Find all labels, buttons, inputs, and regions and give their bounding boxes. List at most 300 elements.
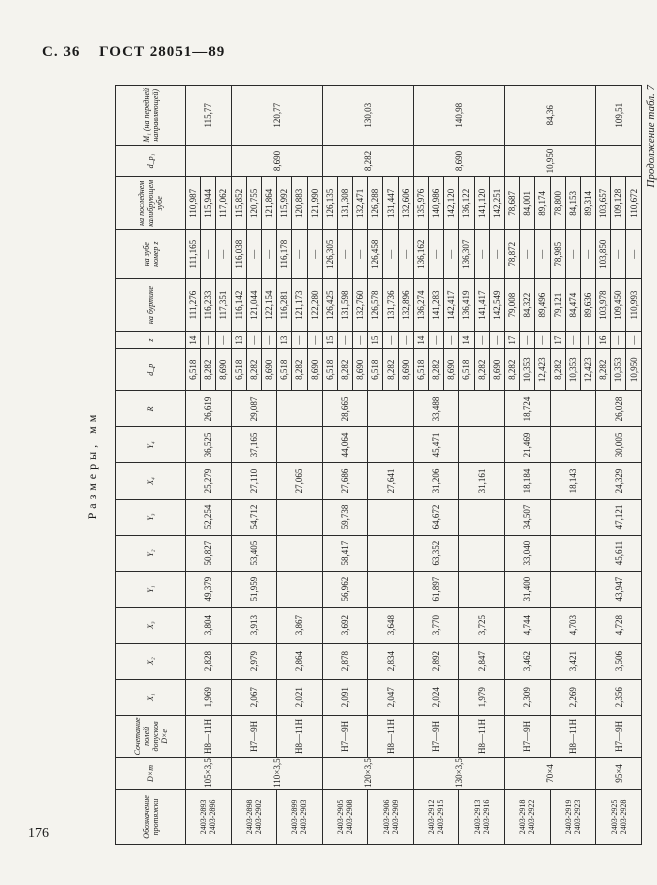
table-cell: 1,969 [186,679,232,715]
table-cell: 25,279 [186,463,232,499]
table-cell: 18,184 [504,463,550,499]
table-cell: 126,425 [322,279,337,332]
table-cell: 8,690 [398,349,413,391]
table-cell: 59,738 [322,499,368,535]
table-cell: 54,712 [231,499,277,535]
table-cell: 2,309 [504,679,550,715]
table-cell: H8—11H [550,715,596,757]
table-cell: 130×3,5 [413,758,504,790]
table-cell: 15 [322,332,337,349]
table-cell: H8—11H [277,715,323,757]
table-cell: 115,852 [231,177,246,230]
table-cell: 132,606 [398,177,413,230]
table-cell: 105×3,5 [186,758,232,790]
table-cell: 131,447 [383,177,398,230]
table-row [413,86,428,845]
table-cell: — [626,230,642,279]
table-cell: — [216,332,231,349]
table-cell: 117,062 [216,177,231,230]
table-cell: 8,282 [246,349,261,391]
table-cell: 3,770 [413,607,459,643]
table-cell: 8,282 [596,349,611,391]
table-cell: 110,987 [186,177,201,230]
table-cell: 8,690 [444,349,459,391]
table-cell: 51,959 [231,571,277,607]
table-cell: — [246,332,261,349]
table-cell: 121,173 [292,279,307,332]
table-cell: 15 [368,332,383,349]
table-cell: 84,474 [565,279,580,332]
column-header: Y₂ [116,535,186,571]
table-cell: 126,578 [368,279,383,332]
table-cell: 3,648 [368,607,414,643]
table-cell: 2403-2893 2403-2896 [186,789,232,844]
table-cell: 27,065 [277,463,323,499]
table-cell: 8,282 [429,349,444,391]
table-cell: H7—9H [413,715,459,757]
table-cell: — [307,230,322,279]
table-cell: 3,421 [550,643,596,679]
table-cell [596,145,642,177]
table-cell: 110,672 [626,177,642,230]
table-cell: 70×4 [504,758,595,790]
table-cell: 130,03 [322,86,413,146]
table-cell: 8,690 [489,349,504,391]
table-cell: — [565,332,580,349]
table-cell: 126,458 [368,230,383,279]
table-cell: 3,462 [504,643,550,679]
table-cell: 120,755 [246,177,261,230]
table-cell: 121,990 [307,177,322,230]
table-cell: 2403-2918 2403-2922 [504,789,550,844]
table-cell: 31,400 [504,571,550,607]
table-cell [550,391,596,427]
table-cell [459,391,505,427]
column-header: d_p [116,349,186,391]
table-cell: 109,51 [596,86,642,146]
table-cell: 110,993 [626,279,642,332]
table-cell: 4,744 [504,607,550,643]
table-cell: H7—9H [504,715,550,757]
table-cell: 29,087 [231,391,277,427]
table-cell: H8—11H [368,715,414,757]
table-cell: 136,307 [459,230,474,279]
table-cell: 12,423 [535,349,550,391]
table-cell: — [261,332,276,349]
table-cell: 8,690 [353,349,368,391]
column-header: z [116,332,186,349]
table-cell: 8,282 [322,145,413,177]
table-cell: 132,471 [353,177,368,230]
table-cell: 1,979 [459,679,505,715]
table-cell: 84,001 [520,177,535,230]
table-cell: 115,944 [201,177,216,230]
table-cell: 27,110 [231,463,277,499]
table-cell: 21,469 [504,427,550,463]
table-cell: 2,269 [550,679,596,715]
column-header: d_p₁ [116,145,186,177]
table-cell: 49,379 [186,571,232,607]
table-cell: 8,690 [413,145,504,177]
table-cell: 79,121 [550,279,565,332]
table-cell: 115,992 [277,177,292,230]
table-cell: 6,518 [459,349,474,391]
table-cell: 141,417 [474,279,489,332]
table-cell: 132,896 [398,279,413,332]
table-header-row [116,86,186,845]
table-cell: 28,665 [322,391,368,427]
table-cell: — [611,230,626,279]
table-cell: 122,280 [307,279,322,332]
table-cell [459,499,505,535]
column-header: X₄ [116,463,186,499]
table-cell: 30,005 [596,427,642,463]
table-cell [459,535,505,571]
table-row [459,86,474,845]
table-cell: 8,282 [504,349,519,391]
table-cell: 18,143 [550,463,596,499]
table-cell [186,145,232,177]
table-cell: 78,872 [504,230,519,279]
table-cell: 95×4 [596,758,642,790]
table-cell: 31,206 [413,463,459,499]
table-cell [459,571,505,607]
table-cell: 126,135 [322,177,337,230]
table-cell: 89,314 [580,177,595,230]
table-cell: — [489,230,504,279]
table-cell: 140,986 [429,177,444,230]
table-cell: 84,153 [565,177,580,230]
table-cell: 13 [277,332,292,349]
table-cell: — [580,230,595,279]
table-cell: 136,122 [459,177,474,230]
table-cell: — [383,230,398,279]
column-header: Y₁ [116,571,186,607]
table-cell: 103,978 [596,279,611,332]
table-cell: 26,619 [186,391,232,427]
column-header: X₃ [116,607,186,643]
table-cell: — [353,230,368,279]
table-cell: 2,878 [322,643,368,679]
table-cell: — [398,230,413,279]
table-cell: 3,725 [459,607,505,643]
table-cell: 120×3,5 [322,758,413,790]
table-cell: 6,518 [231,349,246,391]
table-cell: 103,657 [596,177,611,230]
table-cell [277,535,323,571]
table-cell: 2403-2899 2403-2903 [277,789,323,844]
table-cell: — [216,230,231,279]
table-row [322,86,337,845]
table-cell: 122,154 [261,279,276,332]
table-cell: 6,518 [413,349,428,391]
gost-title: ГОСТ 28051—89 [99,44,226,60]
table-cell: 2,067 [231,679,277,715]
table-cell: 8,282 [474,349,489,391]
table-cell: 13 [231,332,246,349]
table-cell: 52,254 [186,499,232,535]
table-cell: — [429,332,444,349]
table-cell: 131,308 [337,177,352,230]
table-cell: 141,120 [474,177,489,230]
table-cell: 2403-2913 2403-2916 [459,789,505,844]
table-row [368,86,383,845]
table-cell: 6,518 [277,349,292,391]
table-cell: — [535,230,550,279]
table-cell: 136,274 [413,279,428,332]
table-cell: 4,703 [550,607,596,643]
table-cell: 45,471 [413,427,459,463]
table-cell: 111,165 [186,230,201,279]
table-cell: — [474,230,489,279]
table-cell: — [611,332,626,349]
page-label: С. 36 [42,44,81,60]
table-cell: 135,976 [413,177,428,230]
table-cell [459,427,505,463]
table-cell: — [429,230,444,279]
table-cell: 78,985 [550,230,565,279]
table-row [186,86,201,845]
table-cell: 117,351 [216,279,231,332]
table-cell: 2,024 [413,679,459,715]
table-cell: 45,611 [596,535,642,571]
table-cell [277,427,323,463]
table-cell: 8,282 [337,349,352,391]
table-cell: — [444,230,459,279]
dimensions-caption: Размеры, мм [85,410,99,520]
table-cell: 10,950 [626,349,642,391]
table-cell [550,535,596,571]
table-cell: 84,322 [520,279,535,332]
table-cell: — [292,230,307,279]
column-header: X₁ [116,679,186,715]
table-cell: 2403-2898 2403-2902 [231,789,277,844]
column-header: R [116,391,186,427]
table-cell: 109,450 [611,279,626,332]
table-cell: — [307,332,322,349]
table-cell: 33,040 [504,535,550,571]
table-cell: 2,356 [596,679,642,715]
table-cell: 50,827 [186,535,232,571]
table-cell: 14 [413,332,428,349]
table-body [186,86,642,845]
table-cell: — [201,332,216,349]
table-cell: — [398,332,413,349]
table-cell: — [353,332,368,349]
table-cell: — [520,230,535,279]
table-cell: 121,044 [246,279,261,332]
table-cell: 2,021 [277,679,323,715]
table-cell: 2403-2925 2403-2928 [596,789,642,844]
table-cell: 10,353 [611,349,626,391]
table-cell: — [535,332,550,349]
table-cell: 8,282 [550,349,565,391]
page-number: 176 [28,826,49,841]
column-header: на последнем калибрующем зубе [116,177,186,230]
table-cell: 2,892 [413,643,459,679]
table-cell: 6,518 [368,349,383,391]
column-header: на буртике [116,279,186,332]
table-cell: 2403-2905 2403-2908 [322,789,368,844]
table-row [277,86,292,845]
table-row [550,86,565,845]
table-cell: 142,251 [489,177,504,230]
table-cell: 89,174 [535,177,550,230]
table-cell: 37,165 [231,427,277,463]
table-cell: 2,979 [231,643,277,679]
table-cell: — [520,332,535,349]
table-cell: 10,950 [504,145,595,177]
table-cell [277,499,323,535]
table-cell: 131,598 [337,279,352,332]
table-cell: 16 [596,332,611,349]
table-cell: 126,305 [322,230,337,279]
table-cell: 142,417 [444,279,459,332]
table-cell: — [489,332,504,349]
table-cell: 2,864 [277,643,323,679]
table-row [596,86,611,845]
table-cell: 31,161 [459,463,505,499]
table-cell: 58,417 [322,535,368,571]
table-cell: 116,178 [277,230,292,279]
table-cell: — [565,230,580,279]
table-cell: 121,864 [261,177,276,230]
table-cell: — [444,332,459,349]
continuation-note: Продолжение табл. 7 [645,85,657,188]
table-cell [368,391,414,427]
table-cell: 116,233 [201,279,216,332]
table-cell: — [337,332,352,349]
table-cell: 115,77 [186,86,232,146]
table-cell: 61,897 [413,571,459,607]
table-cell [277,571,323,607]
table-cell: 120,883 [292,177,307,230]
table-cell: 14 [186,332,201,349]
table-cell: 89,496 [535,279,550,332]
table-cell: 3,867 [277,607,323,643]
table-cell: 109,128 [611,177,626,230]
table-cell: 142,549 [489,279,504,332]
table-cell: 14 [459,332,474,349]
table-cell [368,499,414,535]
table-cell: 18,724 [504,391,550,427]
table-cell: 141,283 [429,279,444,332]
table-cell: 47,121 [596,499,642,535]
table-cell: 116,281 [277,279,292,332]
table-cell: 110×3,5 [231,758,322,790]
column-header: M₁ (на передней направляющей) [116,86,186,146]
table-cell: 63,352 [413,535,459,571]
table-cell: 8,282 [292,349,307,391]
table-cell: — [383,332,398,349]
table-cell: H8—11H [459,715,505,757]
table-cell: — [580,332,595,349]
table-cell: — [626,332,642,349]
table-cell: 8,690 [231,145,322,177]
table-cell [277,391,323,427]
table-cell: 78,687 [504,177,519,230]
table-cell: 2,047 [368,679,414,715]
table-cell [550,427,596,463]
table-cell: 120,77 [231,86,322,146]
table-cell: 24,329 [596,463,642,499]
table-cell: 17 [550,332,565,349]
table-cell: 43,947 [596,571,642,607]
column-header: X₂ [116,643,186,679]
table-cell [550,499,596,535]
table-cell: — [201,230,216,279]
table-cell: — [337,230,352,279]
table-cell: 3,804 [186,607,232,643]
table-cell: 8,690 [307,349,322,391]
table-cell: 140,98 [413,86,504,146]
table-cell: 111,276 [186,279,201,332]
table-cell: 131,736 [383,279,398,332]
table-cell: 78,800 [550,177,565,230]
column-header: Сочетание полей допусков D×e [116,715,186,757]
table-row [231,86,246,845]
table-cell: 2,834 [368,643,414,679]
column-header: на зубе номер z [116,230,186,279]
table-cell: 17 [504,332,519,349]
table-cell: 8,690 [261,349,276,391]
table-cell [368,427,414,463]
column-header: Обозначение протяжки [116,789,186,844]
table-cell: 142,120 [444,177,459,230]
table-cell: 3,692 [322,607,368,643]
table-cell: 2,847 [459,643,505,679]
table-cell: 64,672 [413,499,459,535]
column-header: D×m [116,758,186,790]
table-cell: 8,282 [201,349,216,391]
table-cell: 56,962 [322,571,368,607]
table-cell: — [246,230,261,279]
column-header: Y₄ [116,427,186,463]
table-cell [550,571,596,607]
table-cell: H7—9H [596,715,642,757]
table-cell: 26,028 [596,391,642,427]
table-cell: 116,038 [231,230,246,279]
table-cell: 6,518 [322,349,337,391]
table-cell: 10,353 [520,349,535,391]
table-cell: 2403-2906 2403-2909 [368,789,414,844]
table-cell: H7—9H [231,715,277,757]
table-cell: 2403-2912 2403-2915 [413,789,459,844]
table-row [504,86,519,845]
table-cell: — [261,230,276,279]
table-cell: H8—11H [186,715,232,757]
table-cell: 27,686 [322,463,368,499]
table-cell [368,571,414,607]
table-cell: 89,636 [580,279,595,332]
table-cell: 126,288 [368,177,383,230]
table-cell: 3,913 [231,607,277,643]
column-header: Y₃ [116,499,186,535]
table-cell: 36,525 [186,427,232,463]
table-cell: 132,760 [353,279,368,332]
table-cell [368,535,414,571]
data-table [115,85,642,845]
table-cell: — [292,332,307,349]
table-cell: 79,008 [504,279,519,332]
table-cell: 2,091 [322,679,368,715]
table-cell: 27,641 [368,463,414,499]
table-cell: 2,828 [186,643,232,679]
table-cell: H7—9H [322,715,368,757]
table-cell: 8,282 [383,349,398,391]
table-cell: 136,419 [459,279,474,332]
table-cell: 4,728 [596,607,642,643]
